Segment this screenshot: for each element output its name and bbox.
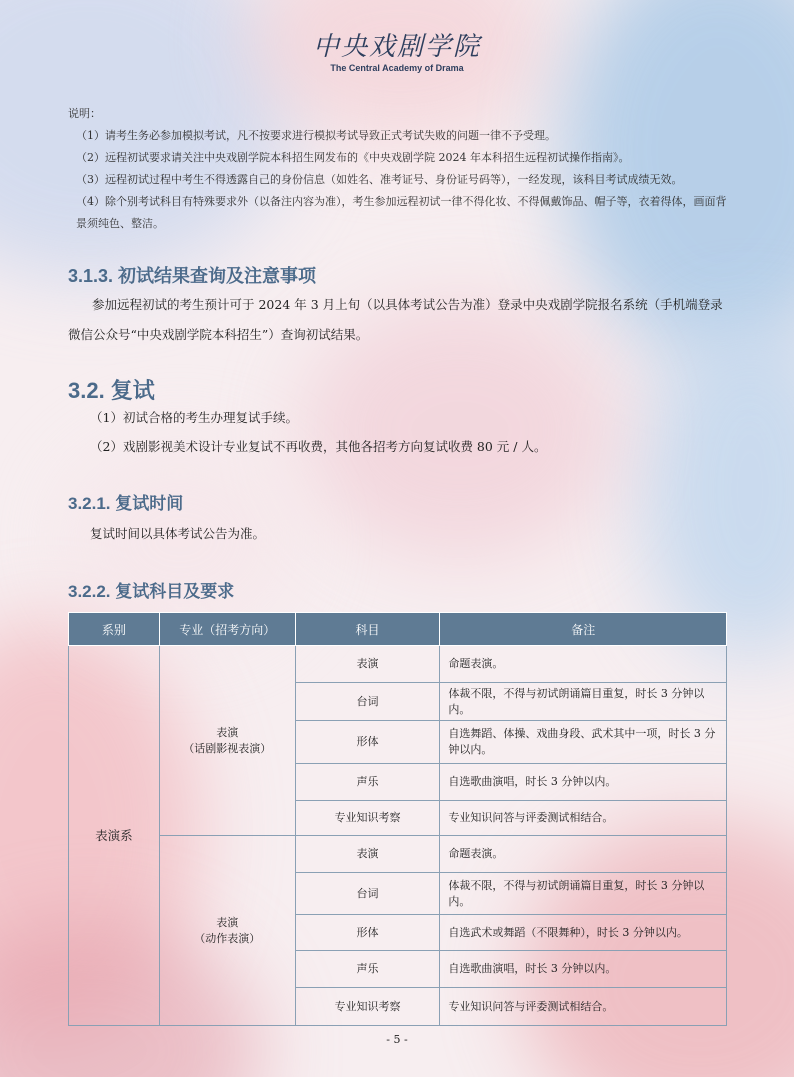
note-cell: 自选歌曲演唱，时长 3 分钟以内。	[440, 764, 727, 801]
subject-cell: 专业知识考察	[295, 801, 440, 836]
note-item-4: （4）除个别考试科目有特殊要求外（以备注内容为准），考生参加远程初试一律不得化妆、不得佩戴饰品、帽子等，衣着得体，画面背景须纯色、整洁。	[76, 195, 727, 230]
page-number: - 5 -	[386, 1033, 408, 1046]
subject-cell: 台词	[295, 873, 440, 915]
section-3-2-1-heading: 3.2.1. 复试时间	[68, 494, 184, 513]
section-3-1-3-body: 参加远程初试的考生预计可于 2024 年 3 月上旬（以具体考试公告为准）登录中央戏剧学院报名系统（手机端登录微信公众号“中央戏剧学院本科招生”）查询初试结果。	[68, 297, 723, 342]
table-row	[69, 646, 727, 683]
section-3-2-1-body: 复试时间以具体考试公告为准。	[90, 526, 266, 541]
table-row	[69, 836, 727, 873]
subject-cell: 表演	[295, 646, 440, 683]
notes-block	[68, 103, 736, 235]
note-cell: 体裁不限，不得与初试朗诵篇目重复，时长 3 分钟以内。	[440, 873, 727, 915]
section-3-2-item-1: （1）初试合格的考生办理复试手续。	[90, 410, 298, 425]
retest-requirements-table	[68, 612, 727, 1026]
note-item-1: （1）请考生务必参加模拟考试，凡不按要求进行模拟考试导致正式考试失败的问题一律不予受理。	[76, 129, 556, 142]
note-cell: 体裁不限，不得与初试朗诵篇目重复，时长 3 分钟以内。	[440, 683, 727, 721]
subject-cell: 专业知识考察	[295, 988, 440, 1026]
note-cell: 命题表演。	[440, 836, 727, 873]
subject-cell: 形体	[295, 721, 440, 764]
table-header-row	[69, 613, 727, 646]
note-cell: 自选歌曲演唱，时长 3 分钟以内。	[440, 951, 727, 988]
note-item-3: （3）远程初试过程中考生不得透露自己的身份信息（如姓名、准考证号、身份证号码等），一经发现，该科目考试成绩无效。	[76, 173, 683, 186]
section-3-2-item-2: （2）戏剧影视美术设计专业复试不再收费，其他各招考方向复试收费 80 元 / 人。	[90, 439, 547, 454]
note-cell: 自选武术或舞蹈（不限舞种），时长 3 分钟以内。	[440, 915, 727, 951]
section-3-1-3-heading: 3.1.3. 初试结果查询及注意事项	[68, 266, 317, 286]
college-logo	[0, 26, 794, 73]
department-cell: 表演系	[69, 646, 160, 1026]
logo-chinese: 中央戏剧学院	[312, 32, 481, 62]
header-department: 系别	[69, 613, 160, 646]
header-subject: 科目	[295, 613, 440, 646]
subject-cell: 声乐	[295, 764, 440, 801]
note-cell: 专业知识问答与评委测试相结合。	[440, 988, 727, 1026]
major-cell: 表演 （话剧影视表演）	[159, 646, 295, 836]
subject-cell: 形体	[295, 915, 440, 951]
section-3-2-2-heading: 3.2.2. 复试科目及要求	[68, 582, 235, 601]
logo-english: The Central Academy of Drama	[330, 63, 464, 73]
header-note: 备注	[440, 613, 727, 646]
note-cell: 专业知识问答与评委测试相结合。	[440, 801, 727, 836]
subject-cell: 台词	[295, 683, 440, 721]
section-3-2-heading: 3.2. 复试	[68, 378, 155, 403]
note-cell: 自选舞蹈、体操、戏曲身段、武术其中一项，时长 3 分钟以内。	[440, 721, 727, 764]
header-major: 专业（招考方向）	[159, 613, 295, 646]
note-item-2: （2）远程初试要求请关注中央戏剧学院本科招生网发布的《中央戏剧学院 2024 年本科招生远程初试操作指南》。	[76, 151, 630, 164]
major-cell: 表演 （动作表演）	[159, 836, 295, 1026]
subject-cell: 声乐	[295, 951, 440, 988]
note-cell: 命题表演。	[440, 646, 727, 683]
notes-title: 说明：	[68, 107, 101, 120]
subject-cell: 表演	[295, 836, 440, 873]
